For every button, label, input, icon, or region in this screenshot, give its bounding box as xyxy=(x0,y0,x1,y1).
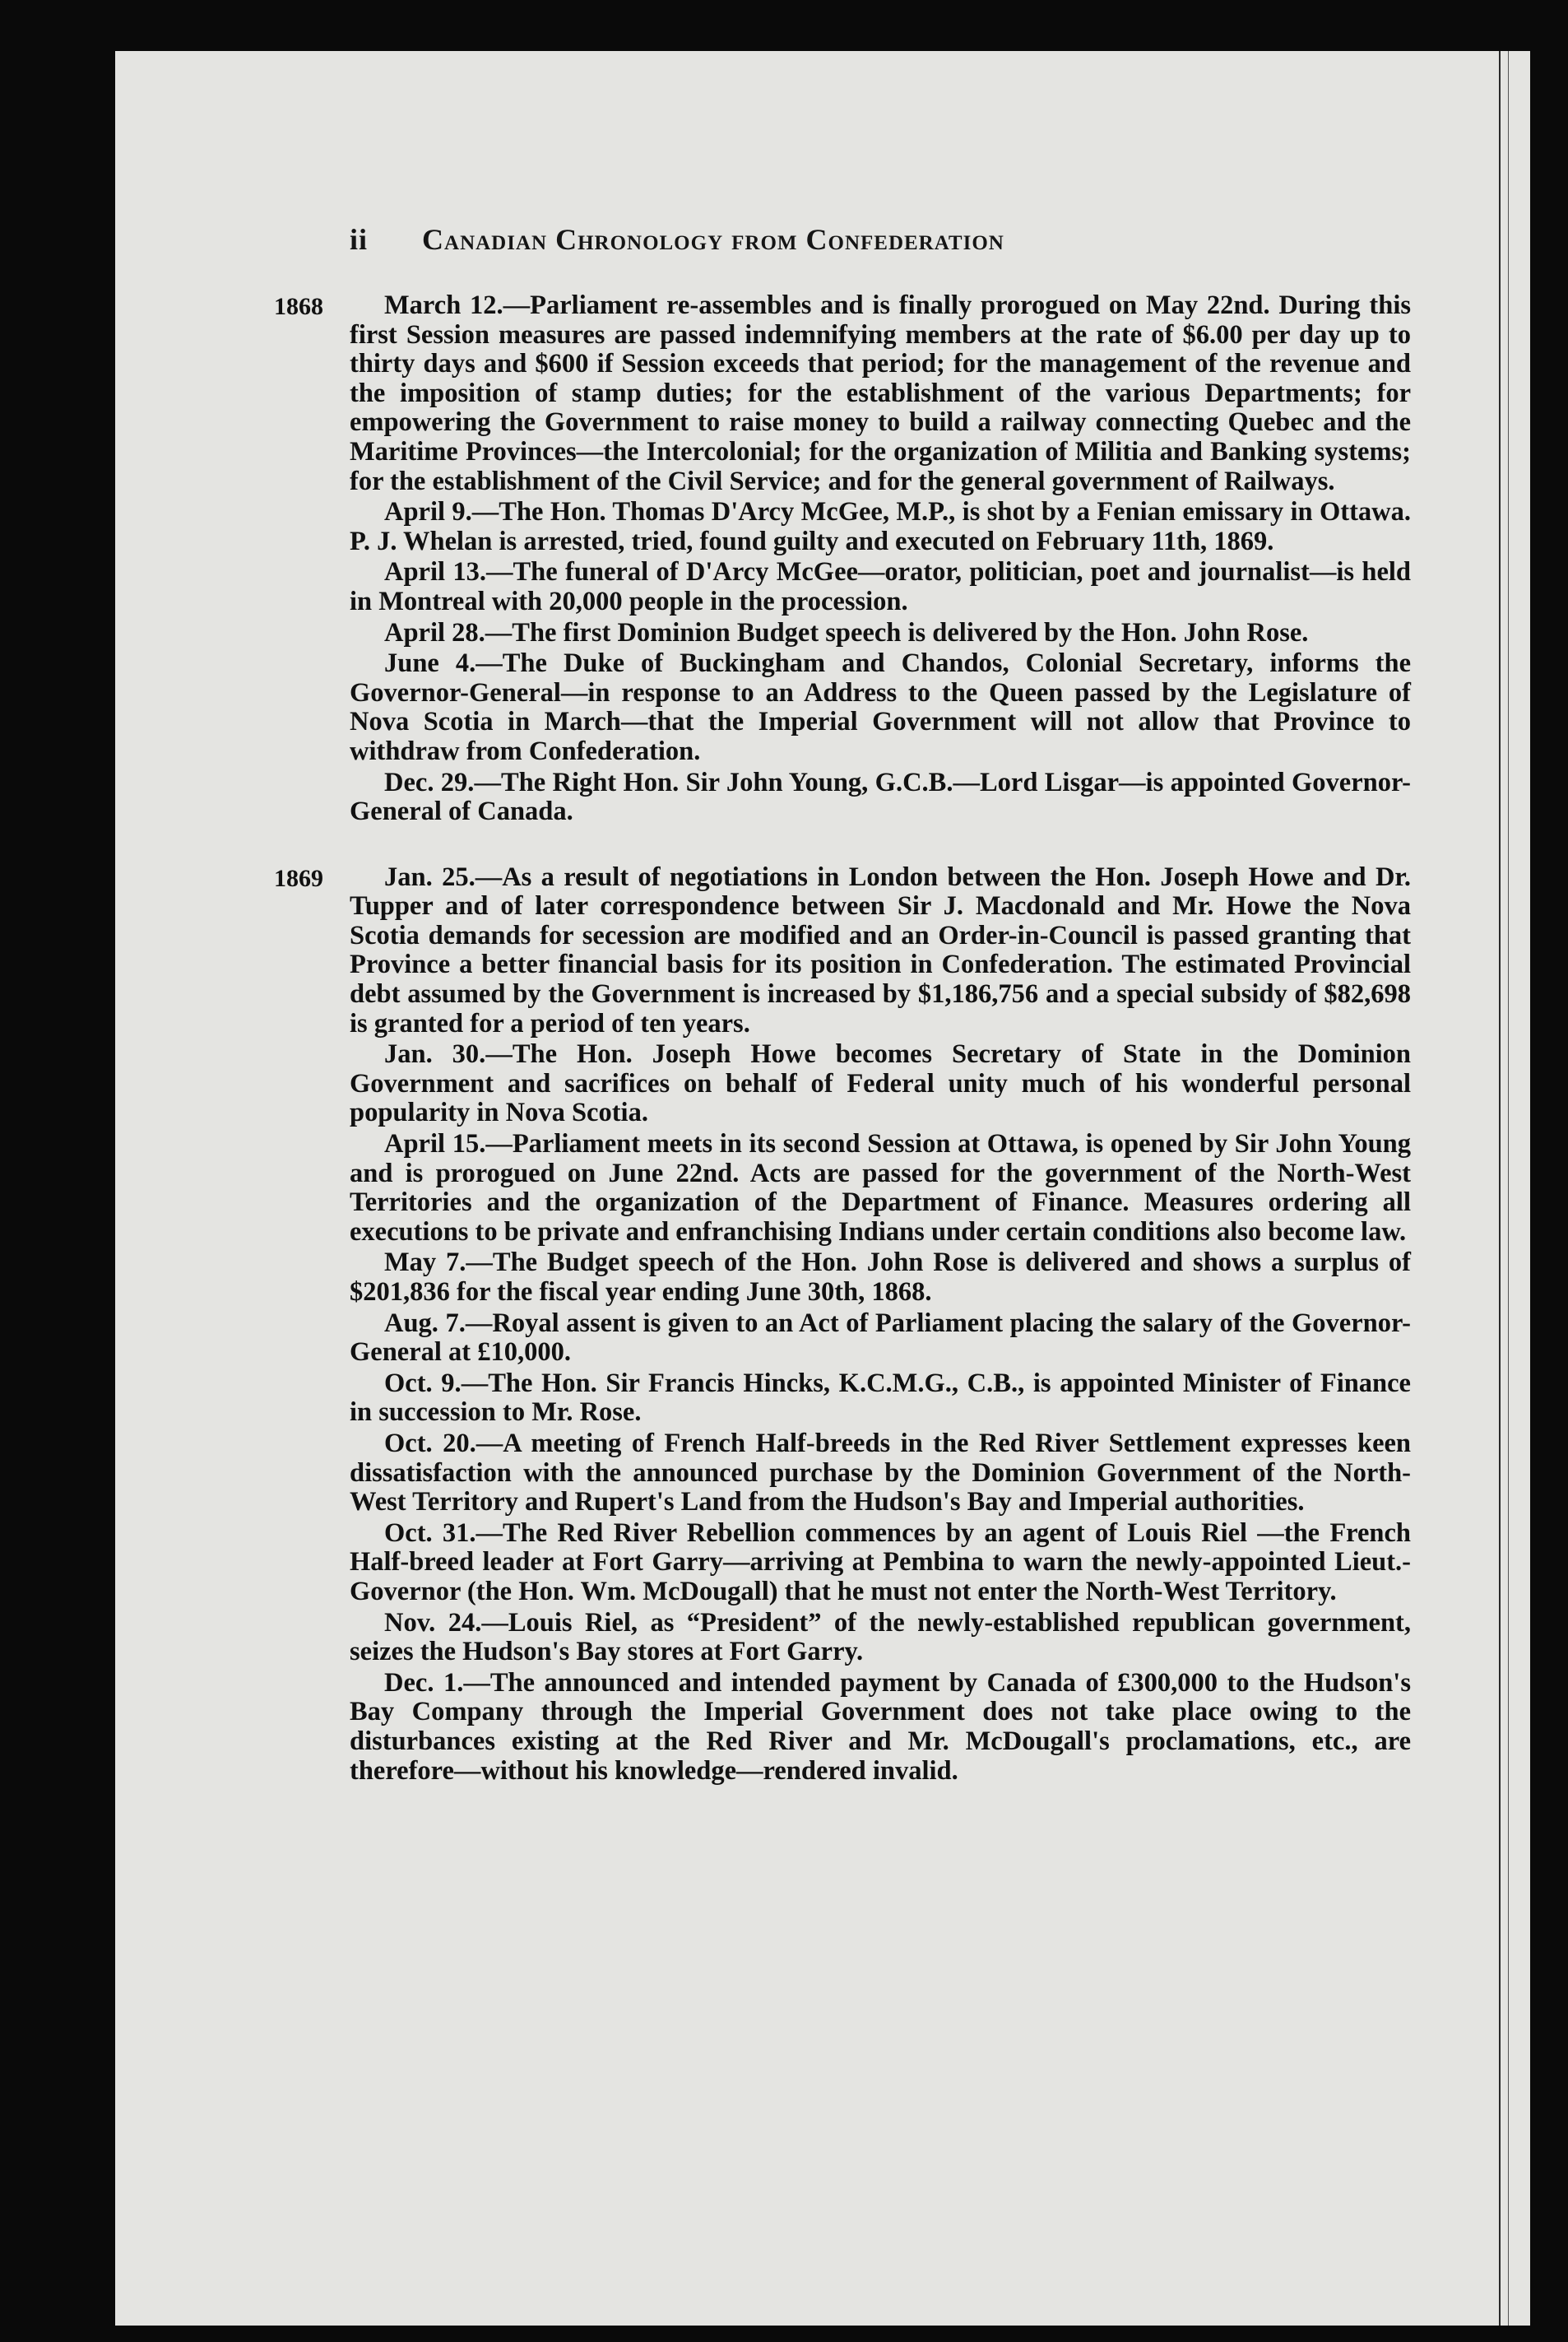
document-page xyxy=(115,51,1530,2326)
entry-text: —Louis Riel, as “President” of the newly-established republican government, seizes the Hudson's Bay stores at Fort Garry. xyxy=(350,1607,1412,1667)
entry-text: —The Hon. Thomas D'Arcy McGee, M.P., is shot by a Fenian emissary in Ottawa. P. J. Whelan is arrested, tried, found guilty and executed on February 11th, 1869. xyxy=(350,497,1411,556)
chronology-entry xyxy=(350,619,1411,648)
chronology-entry xyxy=(350,1369,1411,1428)
entry-text: —The Right Hon. Sir John Young, G.C.B.—Lord Lisgar—is appointed Governor-General of Canada. xyxy=(350,767,1412,827)
entry-text: —Parliament re-assembles and is finally prorogued on May 22nd. During this first Session measures are passed indemnifying members at the rate of $6.00 per day up to thirty days and $600 if Session exceeds that period; for the management of the revenue and the imposition of stamp duties; for the establishment of the various Departments; for empowering the Government to raise money to build a railway connecting Quebec and the Maritime Provinces—the Intercolonial; for the organization of Militia and Banking systems; for the establishment of the Civil Service; and for the general government of Railways. xyxy=(350,290,1411,496)
entry-date: Oct. 9. xyxy=(384,1368,462,1398)
entry-text: —The Hon. Joseph Howe becomes Secretary of State in the Dominion Government and sacrifices on behalf of Federal unity much of his wonderful personal popularity in Nova Scotia. xyxy=(350,1039,1412,1128)
chronology-entry xyxy=(350,649,1411,766)
page-number: ii xyxy=(350,223,369,256)
chronology-content xyxy=(274,290,1412,1787)
entry-date: March 12. xyxy=(384,290,503,320)
entry-text: —As a result of negotiations in London between the Hon. Joseph Howe and Dr. Tupper and of later correspondence between Sir J. Macdonald and Mr. Howe the Nova Scotia demands for secession are modified and an Order-in-Council is passed granting that Province a better financial basis for its position in Confederation. The estimated Provincial debt assumed by the Government is increased by $1,186,756 and a special subsidy of $82,698 is granted for a period of ten years. xyxy=(350,862,1412,1039)
chronology-entry xyxy=(350,1040,1411,1128)
chronology-entry xyxy=(350,863,1411,1039)
entry-text: —Royal assent is given to an Act of Parliament placing the salary of the Governor-General at £10,000. xyxy=(350,1308,1412,1368)
entry-text: —The Duke of Buckingham and Chandos, Colonial Secretary, informs the Governor-General—in response to an Address to the Queen passed by the Legislature of Nova Scotia in March—that the Imperial Government will not allow that Province to withdraw from Confederation. xyxy=(350,648,1411,766)
chronology-entry xyxy=(350,1248,1411,1307)
entry-date: Oct. 20. xyxy=(384,1428,476,1458)
entry-date: April 13. xyxy=(384,557,486,588)
entry-text: —The funeral of D'Arcy McGee—orator, politician, poet and journalist—is held in Montreal with 20,000 people in the procession. xyxy=(350,557,1412,616)
entry-text: —The Hon. Sir Francis Hincks, K.C.M.G., C.B., is appointed Minister of Finance in succession to Mr. Rose. xyxy=(350,1368,1411,1428)
year-label: 1868 xyxy=(274,293,323,320)
entry-text: —The Budget speech of the Hon. John Rose is delivered and shows a surplus of $201,836 for the fiscal year ending June 30th, 1868. xyxy=(350,1248,1411,1307)
entry-date: Dec. 1. xyxy=(384,1667,464,1698)
entry-date: Aug. 7. xyxy=(384,1308,466,1338)
entry-text: —The first Dominion Budget speech is delivered by the Hon. John Rose. xyxy=(485,617,1309,648)
chronology-entry xyxy=(350,1519,1411,1607)
entry-date: April 15. xyxy=(384,1129,486,1159)
chronology-entry xyxy=(350,291,1411,496)
chronology-entry xyxy=(350,1309,1411,1368)
chronology-entry xyxy=(350,1669,1411,1786)
running-title: Canadian Chronology from Confederation xyxy=(422,223,1004,256)
entry-text: —A meeting of French Half-breeds in the Red River Settlement expresses keen dissatisfaction with the announced purchase by the Dominion Government of the North-West Territory and Rupert's Land from the Hudson's Bay and Imperial authorities. xyxy=(350,1428,1411,1517)
entry-date: April 28. xyxy=(384,617,485,648)
entry-date: Jan. 30. xyxy=(384,1039,486,1070)
year-block-1868 xyxy=(274,290,1412,827)
running-header xyxy=(350,222,1394,257)
chronology-entry xyxy=(350,1609,1411,1667)
year-label: 1869 xyxy=(274,864,323,892)
chronology-entry xyxy=(350,769,1411,827)
chronology-entry xyxy=(350,1130,1411,1247)
entry-date: Oct. 31. xyxy=(384,1517,476,1548)
chronology-entry xyxy=(350,1429,1411,1517)
entry-text: —The announced and intended payment by Canada of £300,000 to the Hudson's Bay Company through the Imperial Government does not take place owing to the disturbances existing at the Red River and Mr. McDougall's proclamations, etc., are therefore—without his knowledge—rendered invalid. xyxy=(350,1667,1411,1786)
entry-text: —Parliament meets in its second Session at Ottawa, is opened by Sir John Young and is prorogued on June 22nd. Acts are passed for the government of the North-West Territories and the organization of the Department of Finance. Measures ordering all executions to be private and enfranchising Indians under certain conditions also become law. xyxy=(350,1129,1412,1247)
entry-text: —The Red River Rebellion commences by an agent of Louis Riel —the French Half-breed leader at Fort Garry—arriving at Pembina to warn the newly-appointed Lieut.-Governor (the Hon. Wm. McDougall) that he must not enter the North-West Territory. xyxy=(350,1517,1412,1606)
page-edge-line xyxy=(1499,51,1501,2326)
entry-date: May 7. xyxy=(384,1248,466,1278)
page-edge-line xyxy=(1508,51,1509,2326)
chronology-entry xyxy=(350,558,1411,616)
entry-date: June 4. xyxy=(384,648,476,679)
entry-date: Dec. 29. xyxy=(384,767,475,797)
entry-date: Jan. 25. xyxy=(384,862,476,892)
year-block-1869 xyxy=(274,862,1412,1786)
entry-date: April 9. xyxy=(384,497,472,527)
entry-date: Nov. 24. xyxy=(384,1607,482,1638)
chronology-entry xyxy=(350,498,1411,556)
